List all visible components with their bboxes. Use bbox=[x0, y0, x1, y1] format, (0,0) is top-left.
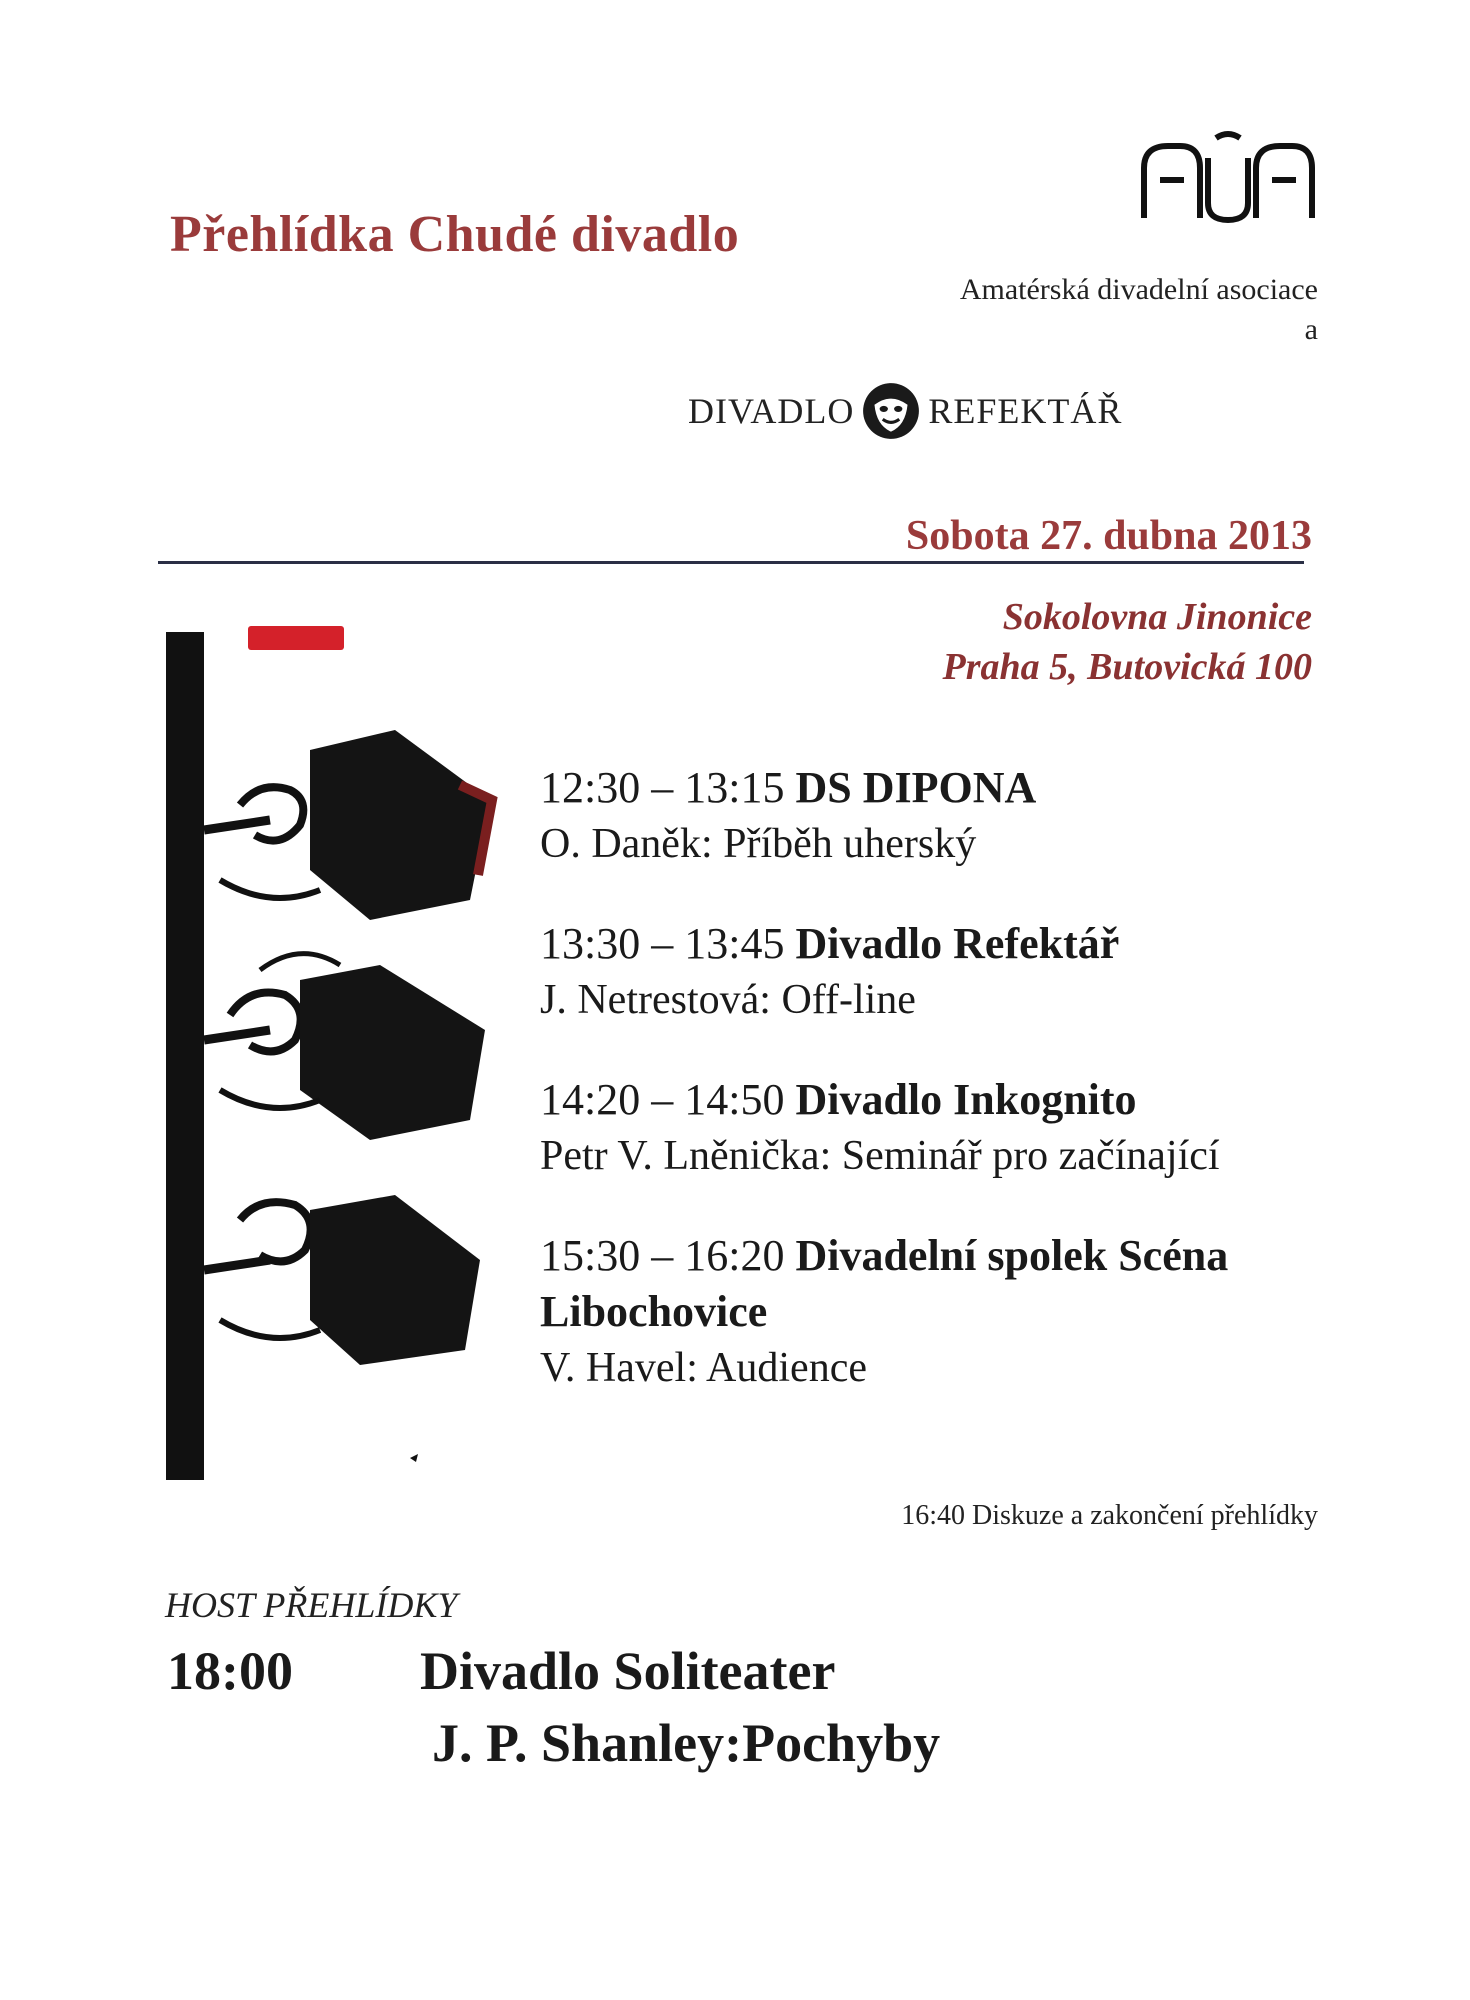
guest-label: HOST PŘEHLÍDKY bbox=[165, 1585, 458, 1625]
venue bbox=[943, 592, 1312, 692]
event-date: Sobota 27. dubna 2013 bbox=[905, 513, 1312, 559]
spotlight-icon bbox=[204, 1195, 480, 1365]
logo-word-right: REFEKTÁŘ bbox=[928, 391, 1123, 431]
program-slot bbox=[540, 1072, 1340, 1184]
venue-address: Praha 5, Butovická 100 bbox=[942, 646, 1312, 688]
program-slot bbox=[540, 916, 1340, 1028]
divadlo-refektar-logo bbox=[688, 380, 1122, 442]
logo-word-left: DIVADLO bbox=[688, 391, 855, 431]
slot-group: Divadelní spolek Scéna Libochovice bbox=[540, 1231, 1229, 1336]
association-name bbox=[960, 270, 1318, 350]
slot-heading bbox=[540, 1228, 1340, 1340]
slot-time: 12:30 – 13:15 bbox=[540, 763, 785, 812]
slot-play: Petr V. Lněnička: Seminář pro začínající bbox=[540, 1133, 1220, 1179]
slot-group: Divadlo Refektář bbox=[795, 919, 1120, 968]
ada-logo bbox=[1138, 128, 1318, 228]
theatre-mask-icon bbox=[860, 380, 922, 442]
stage-lights-illustration bbox=[160, 620, 510, 1480]
divider bbox=[158, 561, 1304, 564]
program-slot bbox=[540, 1228, 1340, 1396]
slot-time: 15:30 – 16:20 bbox=[540, 1231, 785, 1280]
slot-heading bbox=[540, 916, 1340, 972]
closing-note: 16:40 Diskuze a zakončení přehlídky bbox=[901, 1500, 1318, 1531]
slot-play: V. Havel: Audience bbox=[540, 1345, 867, 1391]
program-list bbox=[540, 760, 1340, 1440]
event-title: Přehlídka Chudé divadlo bbox=[170, 206, 740, 263]
slot-time: 13:30 – 13:45 bbox=[540, 919, 785, 968]
slot-heading bbox=[540, 760, 1340, 816]
guest-play: J. P. Shanley:Pochyby bbox=[432, 1713, 941, 1773]
slot-time: 14:20 – 14:50 bbox=[540, 1075, 785, 1124]
slot-play: J. Netrestová: Off-line bbox=[540, 977, 916, 1023]
spotlight-icon bbox=[204, 954, 485, 1140]
slot-group: Divadlo Inkognito bbox=[795, 1075, 1137, 1124]
guest-time: 18:00 bbox=[167, 1641, 293, 1701]
guest-group: Divadlo Soliteater bbox=[420, 1641, 836, 1701]
spotlight-icon bbox=[204, 730, 492, 920]
association-name-text: Amatérská divadelní asociace bbox=[959, 273, 1318, 306]
slot-group: DS DIPONA bbox=[795, 763, 1037, 812]
venue-name: Sokolovna Jinonice bbox=[1002, 596, 1312, 638]
slot-play: O. Daněk: Příběh uherský bbox=[540, 821, 977, 867]
conjunction: a bbox=[1304, 313, 1318, 346]
program-slot bbox=[540, 760, 1340, 872]
slot-heading bbox=[540, 1072, 1340, 1128]
